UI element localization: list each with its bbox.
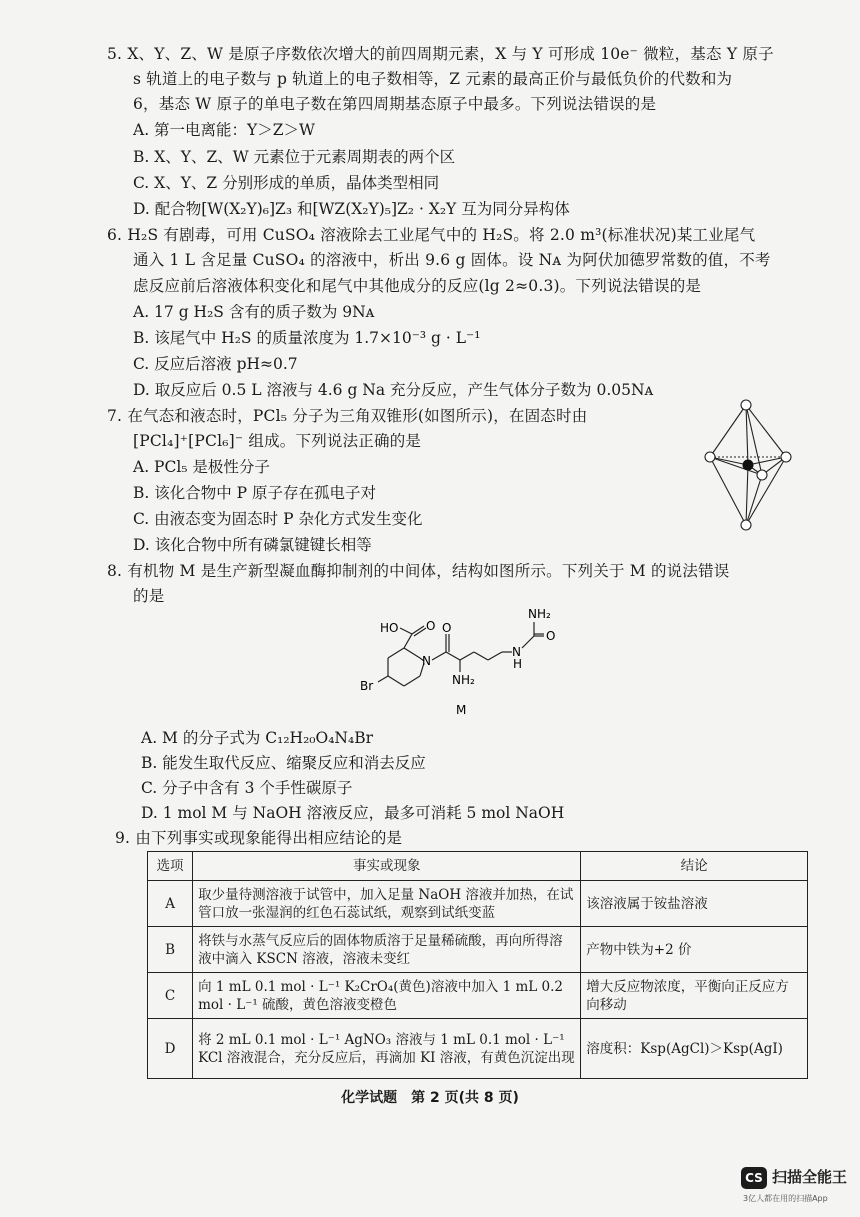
cl-atom [705, 452, 715, 462]
q8-line2: 的是 [133, 587, 165, 605]
q5-line1: 5. X、Y、Z、W 是原子序数依次增大的前四周期元素，X 与 Y 可形成 10e⁻ 微粒，基态 Y 原子 [107, 45, 774, 63]
watermark-name: 扫描全能王 [772, 1168, 848, 1186]
q5-option-c: C. X、Y、Z 分别形成的单质，晶体类型相同 [133, 174, 440, 192]
table-row [148, 1019, 808, 1079]
label-n-ring: N [422, 654, 431, 668]
table-row [148, 973, 808, 1019]
q5-option-a: A. 第一电离能：Y＞Z＞W [133, 121, 315, 139]
q8-option-c: C. 分子中含有 3 个手性碳原子 [141, 779, 353, 797]
label-o-carboxyl: O [426, 619, 436, 633]
q6-option-d: D. 取反应后 0.5 L 溶液与 4.6 g Na 充分反应，产生气体分子数为 0.05Nᴀ [133, 381, 654, 399]
q6-line1: 6. H₂S 有剧毒，可用 CuSO₄ 溶液除去工业尾气中的 H₂S。将 2.0 m³(标准状况)某工业尾气 [107, 226, 756, 244]
cl-atom [741, 520, 751, 530]
camscanner-logo-icon: CS [741, 1167, 767, 1189]
q5-line3: 6，基态 W 原子的单电子数在第四周期基态原子中最多。下列说法错误的是 [133, 95, 657, 113]
table-row [148, 881, 808, 927]
q8-option-d: D. 1 mol M 与 NaOH 溶液反应，最多可消耗 5 mol NaOH [141, 804, 565, 822]
q9-table [147, 851, 808, 1079]
watermark-tagline: 3亿人都在用的扫描App [743, 1194, 828, 1203]
pcl5-trigonal-bipyramid-diagram [700, 395, 795, 535]
label-m: M [456, 703, 467, 717]
row-conclusion: 溶度积：Ksp(AgCl)＞Ksp(AgI) [581, 1019, 808, 1079]
header-conclusion: 结论 [581, 852, 808, 881]
header-option: 选项 [148, 852, 193, 881]
q8-line1: 8. 有机物 M 是生产新型凝血酶抑制剂的中间体，结构如图所示。下列关于 M 的说法错误 [107, 562, 730, 580]
row-option: B [148, 927, 193, 973]
row-option: D [148, 1019, 193, 1079]
label-ho: HO [380, 621, 399, 635]
label-nh2-urea: NH₂ [528, 607, 551, 621]
q7-option-c: C. 由液态变为固态时 P 杂化方式发生变化 [133, 510, 423, 528]
page-footer: 化学试题 第 2 页(共 8 页) [341, 1090, 519, 1106]
p-atom [743, 460, 754, 471]
row-fact: 将铁与水蒸气反应后的固体物质溶于足量稀硫酸，再向所得溶液中滴入 KSCN 溶液，溶液未变红 [193, 927, 581, 973]
row-fact: 向 1 mL 0.1 mol · L⁻¹ K₂CrO₄(黄色)溶液中加入 1 mL 0.2 mol · L⁻¹ 硫酸，黄色溶液变橙色 [193, 973, 581, 1019]
q6-option-b: B. 该尾气中 H₂S 的质量浓度为 1.7×10⁻³ g · L⁻¹ [133, 329, 481, 347]
cl-atom [741, 400, 751, 410]
label-h-urea: H [513, 657, 523, 671]
q6-line3: 虑反应前后溶液体积变化和尾气中其他成分的反应(lg 2≈0.3)。下列说法错误的是 [133, 277, 702, 295]
q8-option-b: B. 能发生取代反应、缩聚反应和消去反应 [141, 754, 426, 772]
label-n-urea: N [512, 645, 521, 659]
q5-option-d: D. 配合物[W(X₂Y)₆]Z₃ 和[WZ(X₂Y)₅]Z₂ · X₂Y 互为同分异构体 [133, 200, 570, 218]
cl-atom [757, 470, 767, 480]
table-row [148, 927, 808, 973]
q6-option-c: C. 反应后溶液 pH≈0.7 [133, 355, 298, 373]
molecule-m-structure-diagram [360, 598, 600, 720]
header-fact: 事实或现象 [193, 852, 581, 881]
q7-line2: [PCl₄]⁺[PCl₆]⁻ 组成。下列说法正确的是 [133, 432, 422, 450]
row-fact: 取少量待测溶液于试管中，加入足量 NaOH 溶液并加热，在试管口放一张湿润的红色石蕊试纸，观察到试纸变蓝 [193, 881, 581, 927]
row-option: C [148, 973, 193, 1019]
q6-option-a: A. 17 g H₂S 含有的质子数为 9Nᴀ [133, 303, 375, 321]
label-br: Br [360, 679, 374, 693]
q5-line2: s 轨道上的电子数与 p 轨道上的电子数相等，Z 元素的最高正价与最低负价的代数和为 [133, 70, 733, 88]
q7-option-b: B. 该化合物中 P 原子存在孤电子对 [133, 484, 377, 502]
q7-option-d: D. 该化合物中所有磷氯键键长相等 [133, 536, 372, 554]
q7-option-a: A. PCl₅ 是极性分子 [133, 458, 270, 476]
label-o-urea: O [546, 629, 556, 643]
row-fact: 将 2 mL 0.1 mol · L⁻¹ AgNO₃ 溶液与 1 mL 0.1 mol · L⁻¹ KCl 溶液混合，充分反应后，再滴加 KI 溶液，有黄色沉淀出现 [193, 1019, 581, 1079]
q8-option-a: A. M 的分子式为 C₁₂H₂₀O₄N₄Br [141, 729, 374, 747]
row-conclusion: 增大反应物浓度，平衡向正反应方向移动 [581, 973, 808, 1019]
row-conclusion: 产物中铁为+2 价 [581, 927, 808, 973]
label-nh2-alpha: NH₂ [452, 673, 475, 687]
label-o-amide: O [442, 621, 452, 635]
q7-line1: 7. 在气态和液态时，PCl₅ 分子为三角双锥形(如图所示)，在固态时由 [107, 407, 588, 425]
table-header-row [148, 852, 808, 881]
row-conclusion: 该溶液属于铵盐溶液 [581, 881, 808, 927]
cl-atom [781, 452, 791, 462]
q5-option-b: B. X、Y、Z、W 元素位于元素周期表的两个区 [133, 148, 456, 166]
q6-line2: 通入 1 L 含足量 CuSO₄ 的溶液中，析出 9.6 g 固体。设 Nᴀ 为阿伏加德罗常数的值，不考 [133, 251, 771, 269]
q9-line1: 9. 由下列事实或现象能得出相应结论的是 [115, 829, 403, 847]
row-option: A [148, 881, 193, 927]
